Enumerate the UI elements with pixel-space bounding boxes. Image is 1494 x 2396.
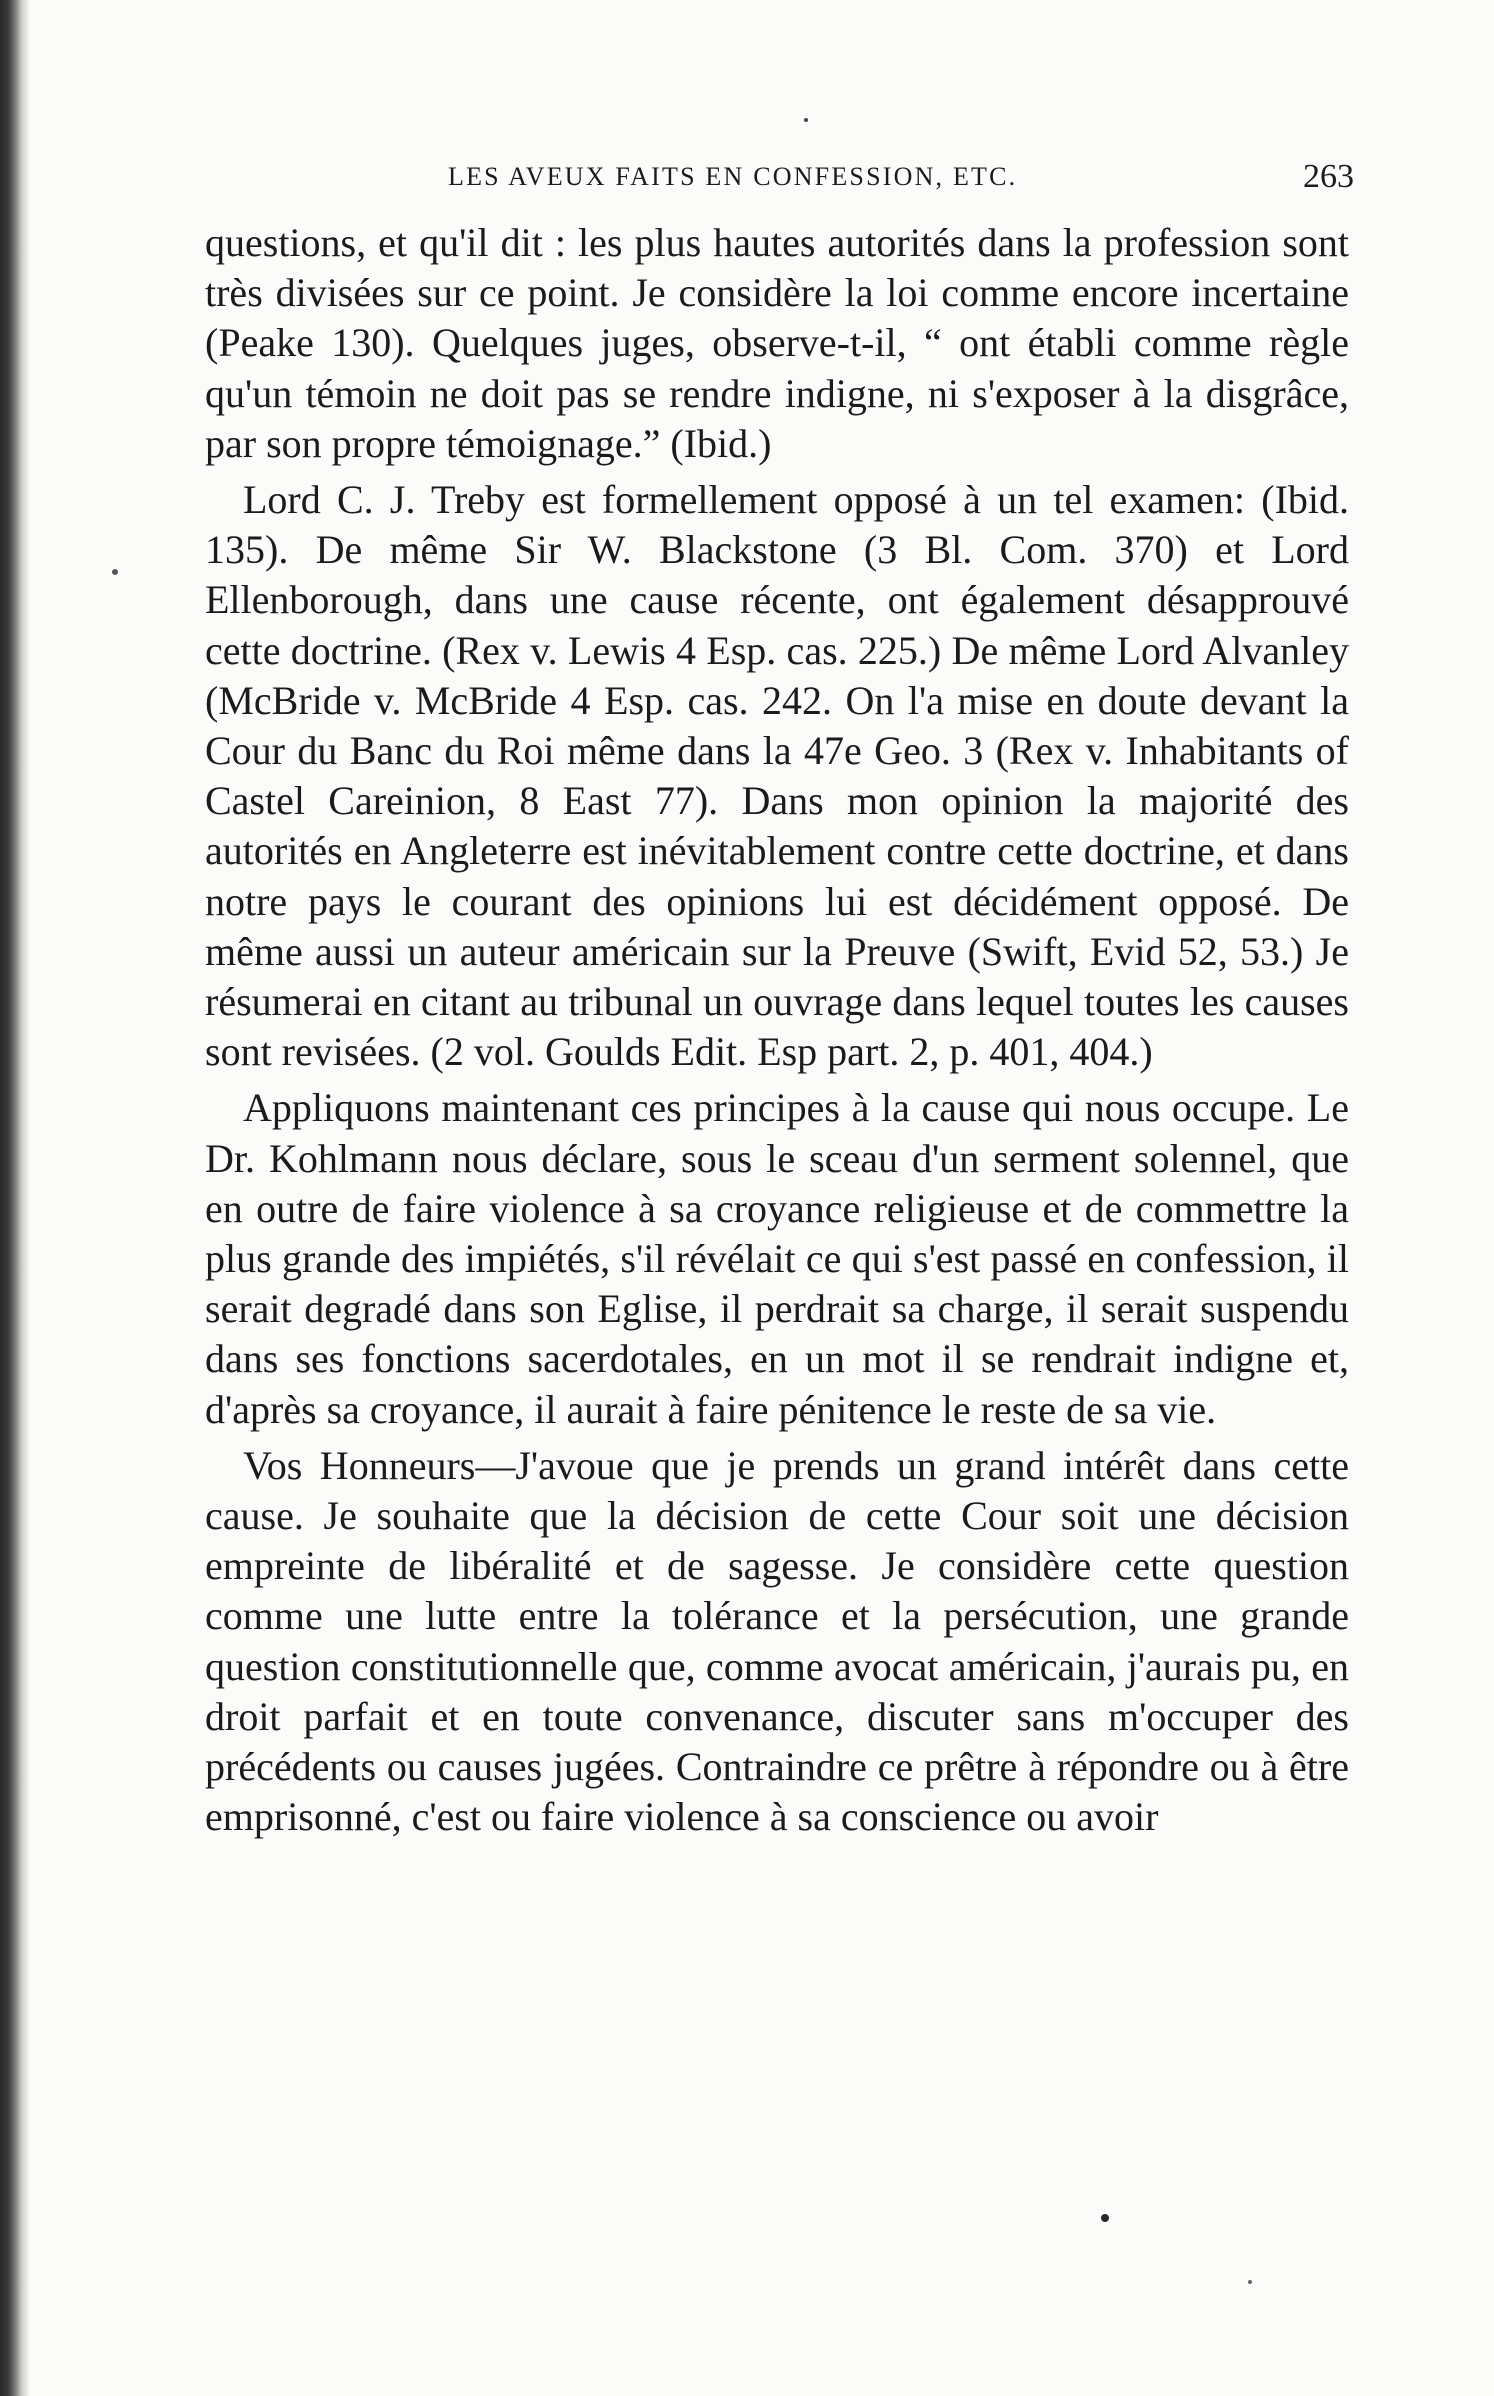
- speck: [1101, 2214, 1109, 2222]
- speck: [804, 118, 808, 122]
- running-head: LES AVEUX FAITS EN CONFESSION, ETC.: [448, 162, 1018, 191]
- speck: [112, 569, 118, 575]
- paragraph: questions, et qu'il dit : les plus hautes autorités dans la profession sont très divisées sur ce point. Je considère la loi comme encore incertaine (Peake 130). Quelques juges, observe-t-il, “ ont établi comme règle qu'un témoin ne doit pas se rendre indigne, ni s'exposer à la disgrâce, par son propre témoignage.” (Ibid.): [205, 220, 1349, 466]
- page-header: [448, 158, 1354, 198]
- paragraph: Vos Honneurs—J'avoue que je prends un grand intérêt dans cette cause. Je souhaite que la décision de cette Cour soit une décision empreinte de libéralité et de sagesse. Je considère cette question comme une lutte entre la tolérance et la persécution, une grande question constitutionnelle que, comme avocat américain, j'aurais pu, en droit parfait et en toute convenance, discuter sans m'occuper des précédents ou causes jugées. Contraindre ce prêtre à répondre ou à être emprisonné, c'est ou faire violence à sa conscience ou avoir: [205, 1442, 1349, 1840]
- page-body: [205, 218, 1349, 1843]
- paragraph: Lord C. J. Treby est formellement opposé à un tel examen: (Ibid. 135). De même Sir W. Blackstone (3 Bl. Com. 370) et Lord Ellenborough, dans une cause récente, ont également désapprouvé cette doctrine. (Rex v. Lewis 4 Esp. cas. 225.) De même Lord Alvanley (McBride v. McBride 4 Esp. cas. 242. On l'a mise en doute devant la Cour du Banc du Roi même dans la 47e Geo. 3 (Rex v. Inhabitants of Castel Careinion, 8 East 77). Dans mon opinion la majorité des autorités en Angleterre est inévitablement contre cette doctrine, et dans notre pays le courant des opinions lui est décidément opposé. De même aussi un auteur américain sur la Preuve (Swift, Evid 52, 53.) Je résumerai en citant au tribunal un ouvrage dans lequel toutes les causes sont revisées. (2 vol. Goulds Edit. Esp part. 2, p. 401, 404.): [205, 477, 1349, 1075]
- page-number: 263: [1303, 158, 1354, 195]
- binding-gutter: [0, 0, 30, 2396]
- speck: [1248, 2280, 1252, 2284]
- paragraph: Appliquons maintenant ces principes à la cause qui nous occupe. Le Dr. Kohlmann nous déclare, sous le sceau d'un serment solennel, que en outre de faire violence à sa croyance religieuse et de commettre la plus grande des impiétés, s'il révélait ce qui s'est passé en confession, il serait degradé dans son Eglise, il perdrait sa charge, il serait suspendu dans ses fonctions sacerdotales, en un mot il se rendrait indigne et, d'après sa croyance, il aurait à faire pénitence le reste de sa vie.: [205, 1085, 1349, 1432]
